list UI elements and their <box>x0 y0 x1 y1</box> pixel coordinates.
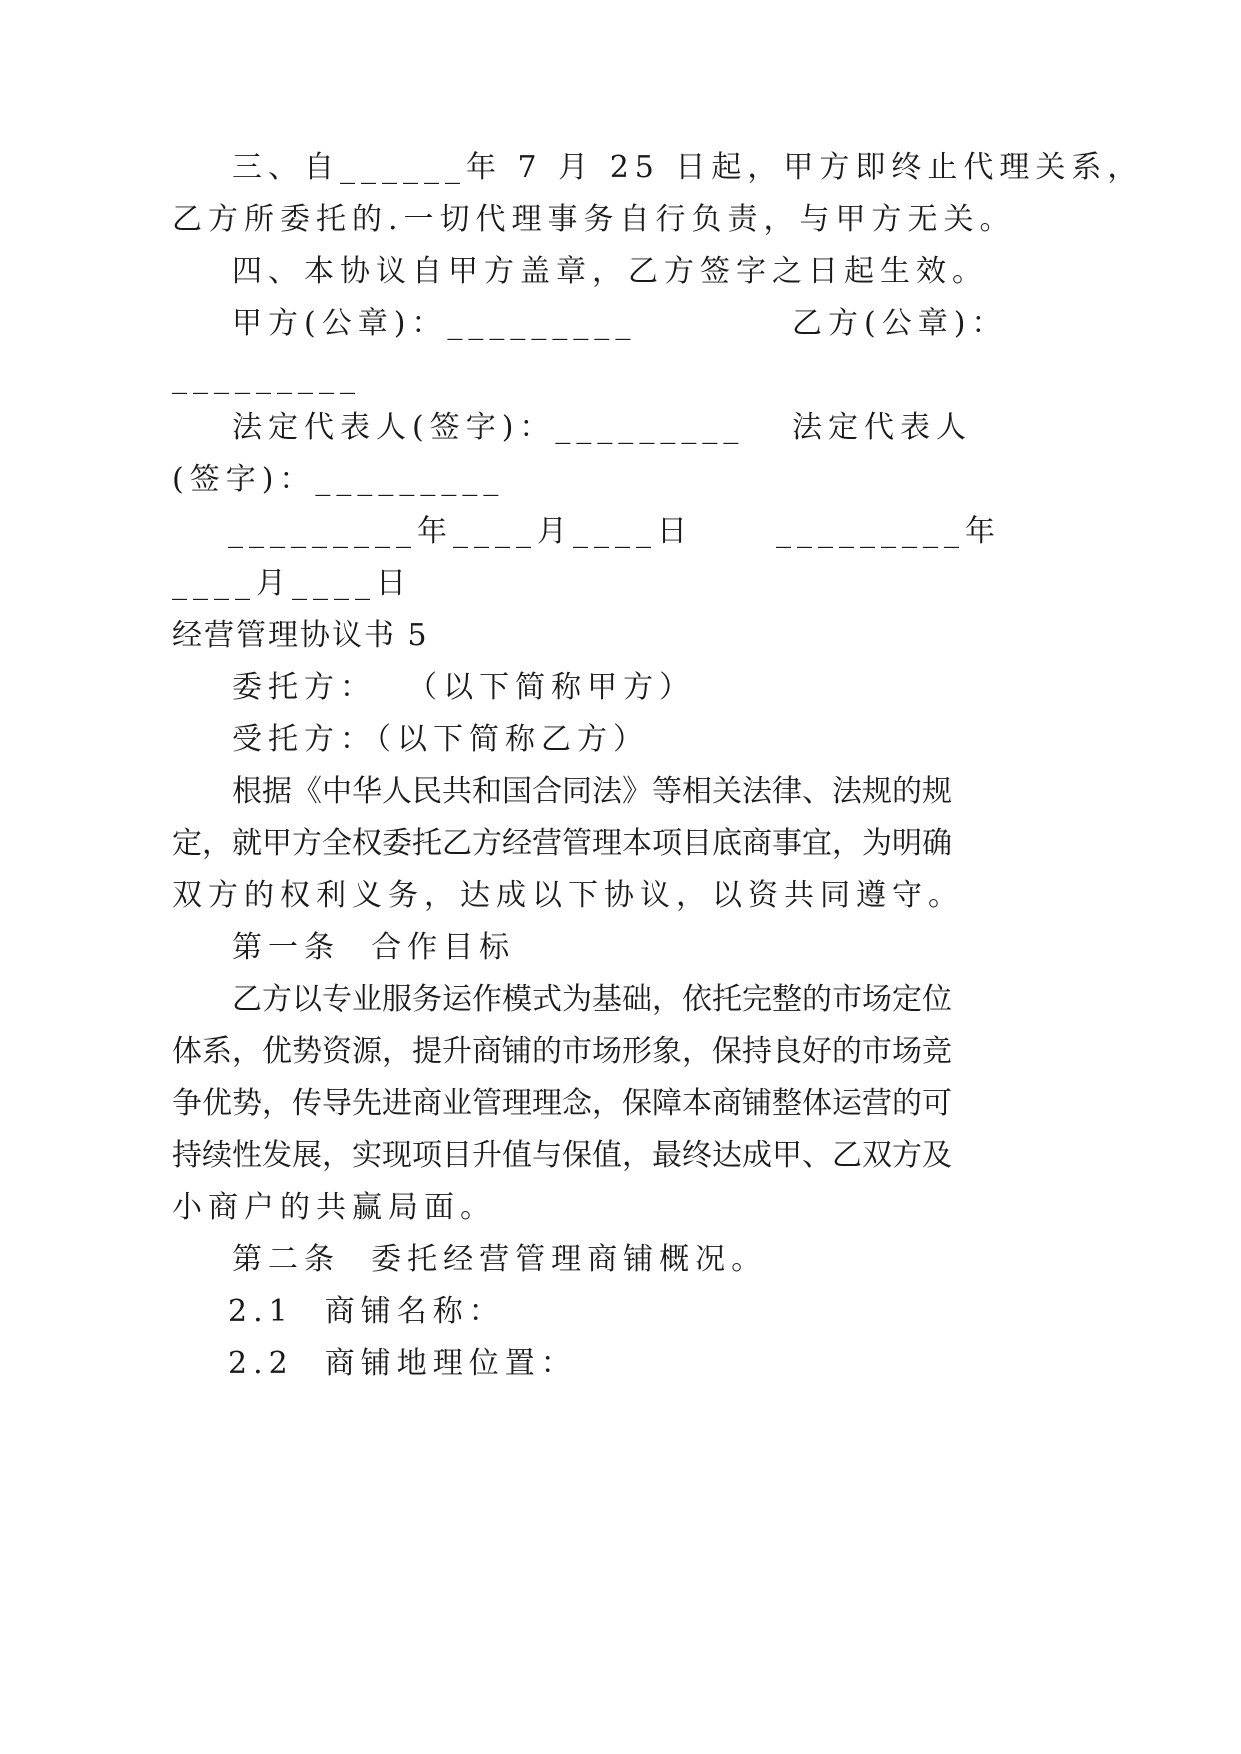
article-1-line-5: 小商户的共赢局面。 <box>172 1190 496 1225</box>
article-1-line-1: 乙 方 以 专 业 服 务 运 作 模 式 为 基 础 ， 依 托 完 整 的 市 场 定 位 <box>232 982 952 1017</box>
party-a-representative: 法定代表人(签字)：_________ <box>232 410 745 445</box>
party-b-seal-blank: _________ <box>172 360 361 395</box>
preamble-line-3: 双方的权利义务，达成以下协议，以资共同遵守。 <box>172 878 964 913</box>
article-2-item-2: 2.2 商铺地理位置： <box>228 1346 577 1381</box>
article-2-item-1: 2.1 商铺名称： <box>228 1294 505 1329</box>
party-b-representative: 法定代表人 <box>792 410 972 445</box>
article-1-line-2: 体 系 ， 优 势 资 源 ， 提 升 商 铺 的 市 场 形 象 ， 保 持 良 好 的 市 场 竞 <box>172 1034 952 1069</box>
article-1-line-4: 持 续 性 发 展 ， 实 现 项 目 升 值 与 保 值 ， 最 终 达 成 甲 、 乙 双 方 及 <box>172 1138 952 1173</box>
party-a-date: _________年____月____日 <box>228 514 693 549</box>
party-b-date-month-day: ____月____日 <box>172 566 412 601</box>
preamble-line-2: 定 ， 就 甲 方 全 权 委 托 乙 方 经 营 管 理 本 项 目 底 商 事 宜 ， 为 明 确 <box>172 826 952 861</box>
party-b-representative-sign: (签字)：_________ <box>172 462 505 497</box>
preamble-line-1: 根 据 《 中 华 人 民 共 和 国 合 同 法 》 等 相 关 法 律 、 法 规 的 规 <box>232 774 952 809</box>
article-2-heading: 第二条 委托经营管理商铺概况。 <box>232 1242 768 1277</box>
party-b-seal: 乙方(公章)： <box>792 306 1008 341</box>
section-title: 经营管理协议书 5 <box>172 618 429 653</box>
article-1-line-3: 争 优 势 ， 传 导 先 进 商 业 管 理 理 念 ， 保 障 本 商 铺 整 体 运 营 的 可 <box>172 1086 952 1121</box>
party-a-seal: 甲方(公章)：_________ <box>232 306 637 341</box>
clause-3-line-2: 乙方所委托的.一切代理事务自行负责，与甲方无关。 <box>172 202 1016 237</box>
party-b-date-year: _________年 <box>776 514 1001 549</box>
principal-party: 委托方： （以下简称甲方） <box>232 670 696 705</box>
article-1-heading: 第一条 合作目标 <box>232 930 516 965</box>
agent-party: 受托方：（以下简称乙方） <box>232 722 649 757</box>
clause-4: 四、本协议自甲方盖章，乙方签字之日起生效。 <box>232 254 988 289</box>
clause-3-line-1: 三、自______年 7 月 25 日起，甲方即终止代理关系， <box>232 150 1144 185</box>
